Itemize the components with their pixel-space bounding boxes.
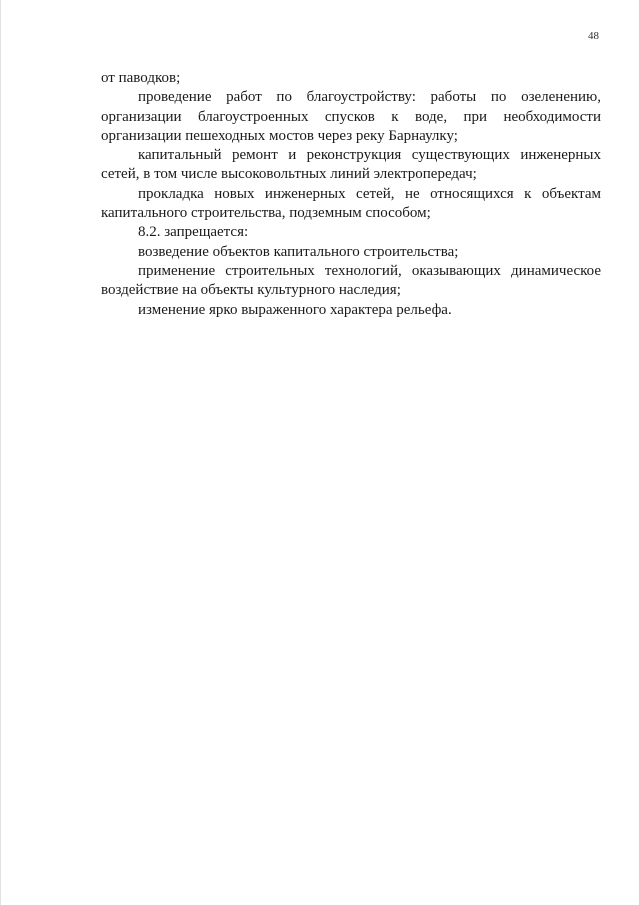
document-body — [101, 69, 601, 320]
paragraph-landscaping-works: проведение работ по благоустройству: работы по озеленению, организации благоустроенных спусков к воде, при необходимости организации пешеходных мостов через реку Барнаулку; — [101, 89, 601, 144]
paragraph-network-repair: капитальный ремонт и реконструкция существующих инженерных сетей, в том числе высоковольтных линий электропередач; — [101, 147, 601, 183]
paragraph-dynamic-technologies-ban: применение строительных технологий, оказывающих динамическое воздействие на объекты культурного наследия; — [101, 262, 601, 299]
paragraph-relief-change-ban: изменение ярко выраженного характера рельефа. — [138, 301, 452, 318]
paragraph-new-networks: прокладка новых инженерных сетей, не относящихся к объектам капитального строительства, подземным способом; — [101, 185, 601, 222]
paragraph-construction-ban: возведение объектов капитального строительства; — [138, 243, 459, 260]
paragraph-section-8-2-heading: 8.2. запрещается: — [138, 224, 249, 241]
page-number: 48 — [588, 30, 599, 42]
paragraph-flood-continuation: от паводков; — [101, 70, 181, 86]
